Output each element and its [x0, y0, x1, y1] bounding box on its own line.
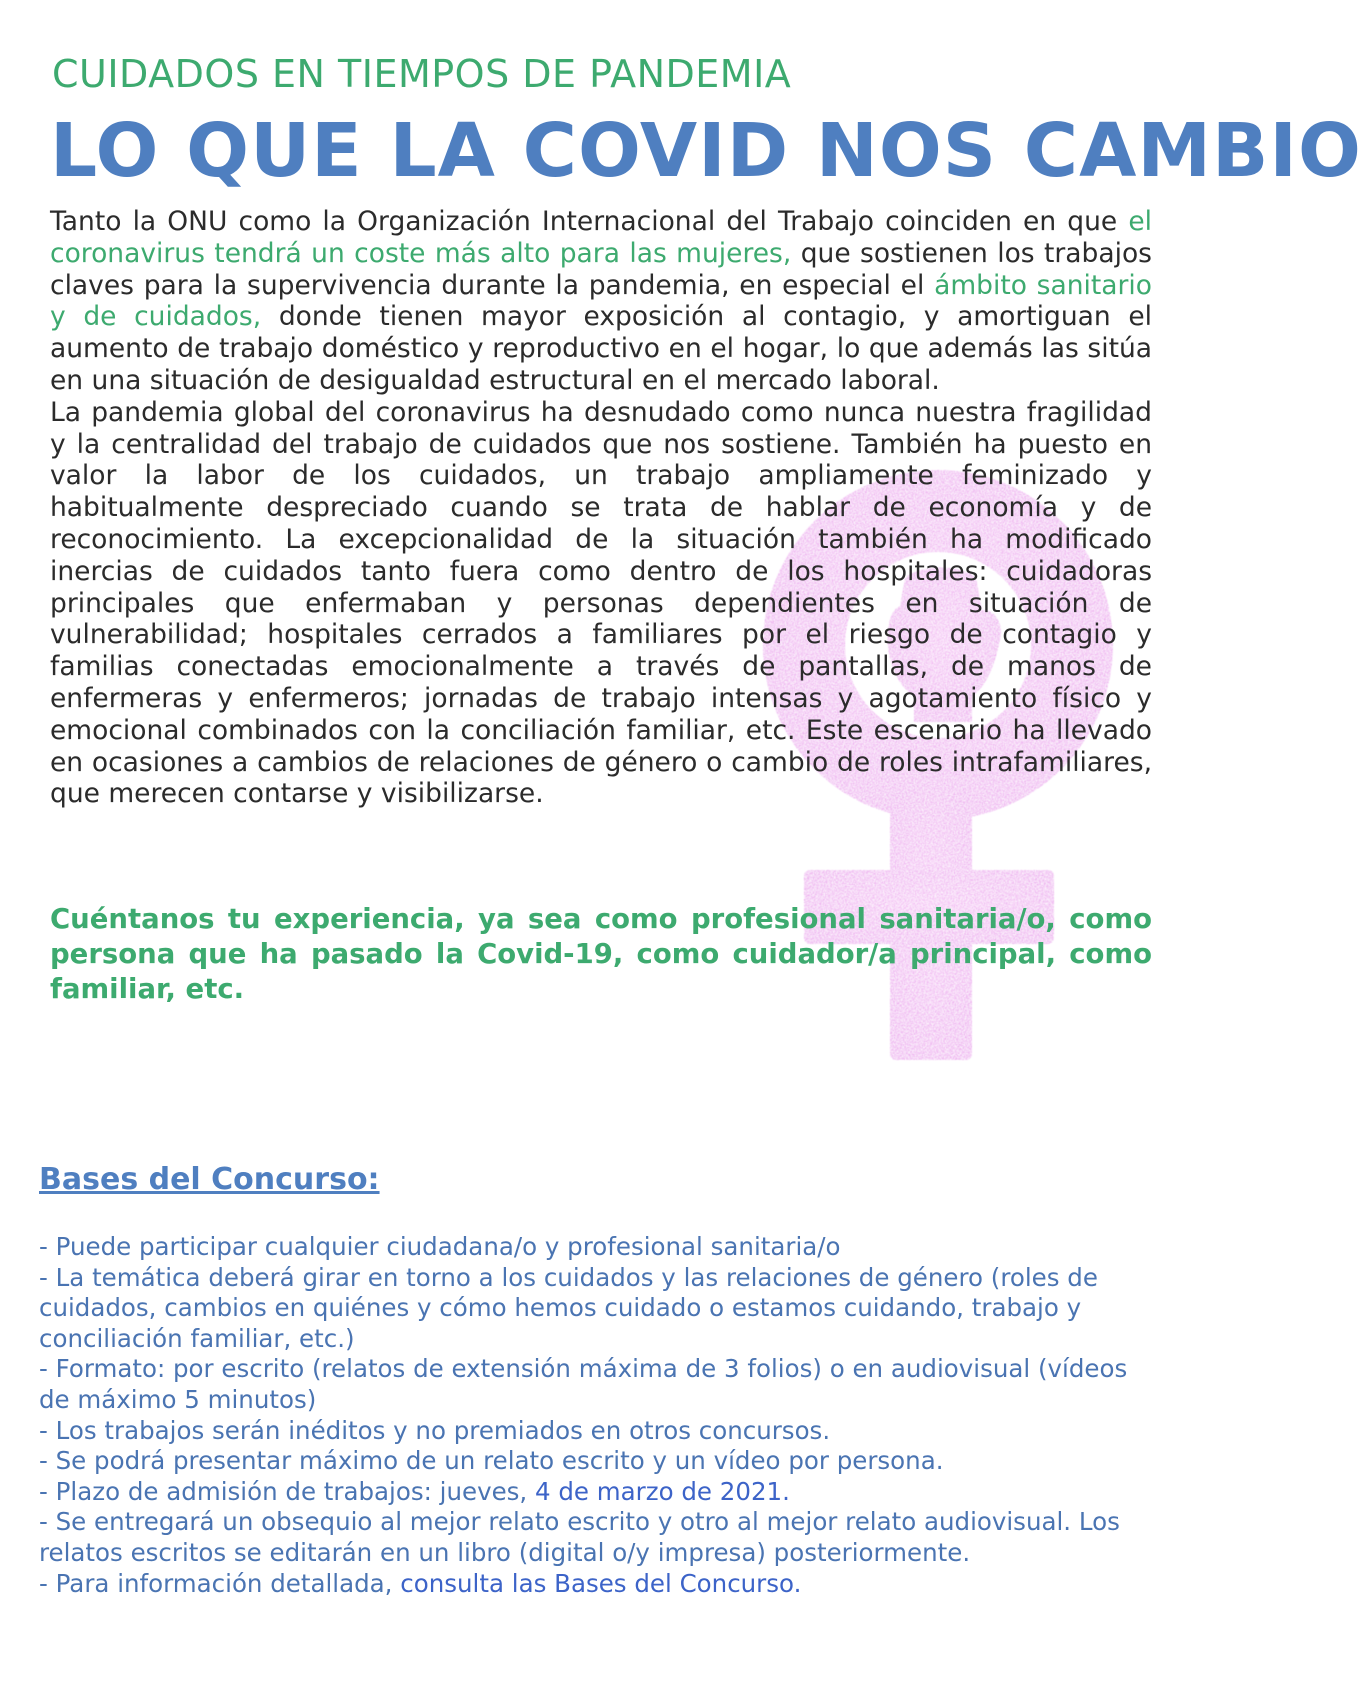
- rules-list: [39, 1232, 1159, 1599]
- bases-heading: Bases del Concurso:: [39, 1162, 380, 1197]
- intro-paragraph-1: Tanto la ONU como la Organización Internacional del Trabajo coinciden en que el coronavirus tendrá un coste más alto para las mujeres, que sostienen los trabajos claves para la supervivencia durante la pandemia, en especial el ámbito sanitario y de cuidados, donde tienen mayor exposición al contagio, y amortiguan el aumento de trabajo doméstico y reproductivo en el hogar, lo que además las sitúa en una situación de desigualdad estructural en el mercado laboral.: [50, 206, 1152, 396]
- list-item: - Se podrá presentar máximo de un relato escrito y un vídeo por persona.: [39, 1446, 944, 1476]
- highlight-text: ámbito sanitario y de cuidados,: [50, 269, 1152, 333]
- list-item: - Formato: por escrito (relatos de extensión máxima de 3 folios) o en audiovisual (vídeos de máximo 5 minutos): [39, 1354, 1128, 1414]
- list-item: - Puede participar cualquier ciudadana/o y profesional sanitaria/o: [39, 1232, 841, 1261]
- list-item: - La temática deberá girar en torno a los cuidados y las relaciones de género (roles de cuidados, cambios en quiénes y cómo hemos cuidado o estamos cuidando, trabajo y conciliación familiar, etc.): [39, 1262, 1098, 1353]
- bases-link[interactable]: consulta las Bases del Concurso.: [400, 1568, 802, 1598]
- kicker-title: CUIDADOS EN TIEMPOS DE PANDEMIA: [52, 52, 792, 96]
- list-item: - Para información detallada, consulta las Bases del Concurso.: [39, 1568, 802, 1598]
- intro-paragraph-2: La pandemia global del coronavirus ha desnudado como nunca nuestra fragilidad y la centralidad del trabajo de cuidados que nos sostiene. También ha puesto en valor la labor de los cuidados, un trabajo ampliamente feminizado y habitualmente despreciado cuando se trata de hablar de economía y de reconocimiento. La excepcionalidad de la situación también ha modificado inercias de cuidados tanto fuera como dentro de los hospitales: cuidadoras principales que enfermaban y personas dependientes en situación de vulnerabilidad; hospitales cerrados a familiares por el riesgo de contagio y familias conectadas emocionalmente a través de pantallas, de manos de enfermeras y enfermeros; jornadas de trabajo intensas y agotamiento físico y emocional combinados con la conciliación familiar, etc. Este escenario ha llevado en ocasiones a cambios de relaciones de género o cambio de roles intrafamiliares, que merecen contarse y visibilizarse.: [50, 396, 1152, 810]
- list-item: - Plazo de admisión de trabajos: jueves, 4 de marzo de 2021.: [39, 1476, 790, 1506]
- intro-text: [50, 206, 1152, 810]
- highlight-text: el coronavirus tendrá un coste más alto para las mujeres,: [50, 206, 1152, 269]
- list-item: - Se entregará un obsequio al mejor relato escrito y otro al mejor relato audiovisual. Los relatos escritos se editarán en un libro (digital o/y impresa) posteriormente.: [39, 1507, 1120, 1567]
- list-item: - Los trabajos serán inéditos y no premiados en otros concursos.: [39, 1415, 831, 1445]
- call-to-action: Cuéntanos tu experiencia, ya sea como profesional sanitaria/o, como persona que ha pasado la Covid-19, como cuidador/a principal, como familiar, etc.: [50, 903, 1152, 1005]
- page-title: LO QUE LA COVID NOS CAMBIO: [50, 108, 1362, 194]
- deadline-date: 4 de marzo de 2021.: [534, 1476, 790, 1506]
